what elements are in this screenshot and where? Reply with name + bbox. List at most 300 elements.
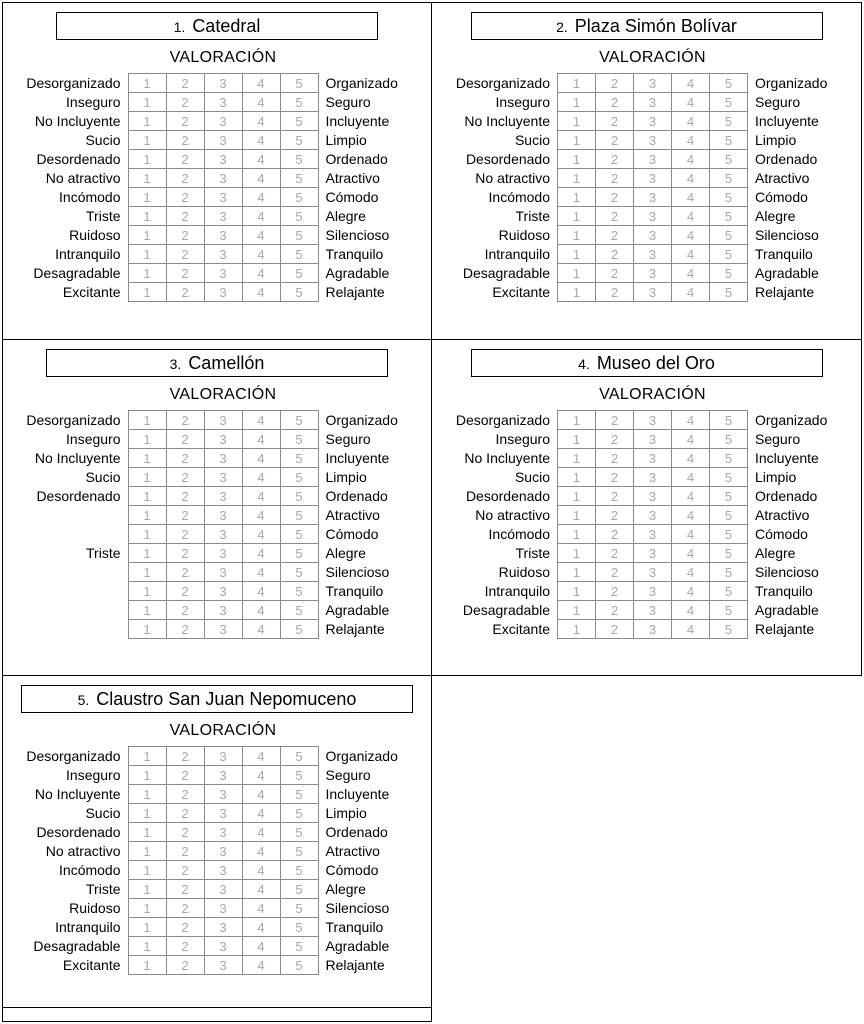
rating-cell-2[interactable]: 2	[596, 620, 634, 639]
rating-cell-1[interactable]: 1	[128, 468, 166, 487]
rating-cell-2[interactable]: 2	[166, 93, 204, 112]
rating-cell-3[interactable]: 3	[634, 430, 672, 449]
rating-cell-5[interactable]: 5	[710, 487, 748, 506]
rating-cell-3[interactable]: 3	[204, 804, 242, 823]
rating-cell-3[interactable]: 3	[634, 150, 672, 169]
rating-cell-1[interactable]: 1	[558, 169, 596, 188]
rating-cell-1[interactable]: 1	[558, 582, 596, 601]
rating-cell-4[interactable]: 4	[242, 207, 280, 226]
rating-cell-4[interactable]: 4	[672, 112, 710, 131]
rating-cell-1[interactable]: 1	[128, 747, 166, 766]
rating-cell-3[interactable]: 3	[204, 112, 242, 131]
rating-cell-2[interactable]: 2	[596, 283, 634, 302]
rating-cell-5[interactable]: 5	[710, 449, 748, 468]
rating-cell-3[interactable]: 3	[634, 207, 672, 226]
rating-cell-4[interactable]: 4	[242, 188, 280, 207]
rating-cell-1[interactable]: 1	[558, 207, 596, 226]
rating-cell-1[interactable]: 1	[128, 283, 166, 302]
rating-cell-5[interactable]: 5	[280, 74, 318, 93]
rating-cell-4[interactable]: 4	[242, 150, 280, 169]
rating-cell-1[interactable]: 1	[128, 956, 166, 975]
rating-cell-1[interactable]: 1	[128, 188, 166, 207]
rating-cell-5[interactable]: 5	[280, 131, 318, 150]
rating-cell-5[interactable]: 5	[710, 245, 748, 264]
rating-cell-5[interactable]: 5	[710, 525, 748, 544]
rating-cell-2[interactable]: 2	[166, 150, 204, 169]
rating-cell-1[interactable]: 1	[558, 411, 596, 430]
rating-cell-5[interactable]: 5	[280, 747, 318, 766]
rating-cell-5[interactable]: 5	[280, 582, 318, 601]
rating-cell-4[interactable]: 4	[672, 430, 710, 449]
rating-cell-5[interactable]: 5	[710, 150, 748, 169]
rating-cell-5[interactable]: 5	[280, 264, 318, 283]
rating-cell-4[interactable]: 4	[242, 449, 280, 468]
rating-cell-3[interactable]: 3	[204, 861, 242, 880]
rating-cell-4[interactable]: 4	[242, 430, 280, 449]
rating-cell-2[interactable]: 2	[596, 411, 634, 430]
rating-cell-4[interactable]: 4	[242, 582, 280, 601]
rating-cell-3[interactable]: 3	[204, 918, 242, 937]
rating-cell-2[interactable]: 2	[166, 264, 204, 283]
rating-cell-4[interactable]: 4	[242, 785, 280, 804]
rating-cell-3[interactable]: 3	[634, 245, 672, 264]
rating-cell-2[interactable]: 2	[596, 601, 634, 620]
rating-cell-4[interactable]: 4	[672, 207, 710, 226]
rating-cell-1[interactable]: 1	[558, 506, 596, 525]
rating-cell-1[interactable]: 1	[558, 620, 596, 639]
rating-cell-3[interactable]: 3	[634, 449, 672, 468]
rating-cell-3[interactable]: 3	[204, 899, 242, 918]
rating-cell-5[interactable]: 5	[710, 112, 748, 131]
rating-cell-1[interactable]: 1	[558, 283, 596, 302]
rating-cell-3[interactable]: 3	[204, 620, 242, 639]
rating-cell-4[interactable]: 4	[672, 563, 710, 582]
rating-cell-3[interactable]: 3	[204, 842, 242, 861]
rating-cell-1[interactable]: 1	[128, 563, 166, 582]
rating-cell-1[interactable]: 1	[128, 937, 166, 956]
rating-cell-1[interactable]: 1	[128, 112, 166, 131]
rating-cell-5[interactable]: 5	[280, 487, 318, 506]
rating-cell-5[interactable]: 5	[710, 430, 748, 449]
rating-cell-2[interactable]: 2	[166, 169, 204, 188]
rating-cell-3[interactable]: 3	[204, 506, 242, 525]
rating-cell-2[interactable]: 2	[166, 785, 204, 804]
rating-cell-5[interactable]: 5	[710, 264, 748, 283]
rating-cell-4[interactable]: 4	[242, 264, 280, 283]
rating-cell-1[interactable]: 1	[128, 449, 166, 468]
rating-cell-2[interactable]: 2	[166, 430, 204, 449]
rating-cell-3[interactable]: 3	[204, 131, 242, 150]
rating-cell-5[interactable]: 5	[280, 918, 318, 937]
rating-cell-4[interactable]: 4	[242, 131, 280, 150]
rating-cell-3[interactable]: 3	[634, 601, 672, 620]
rating-cell-2[interactable]: 2	[166, 131, 204, 150]
rating-cell-5[interactable]: 5	[710, 582, 748, 601]
rating-cell-4[interactable]: 4	[242, 747, 280, 766]
rating-cell-4[interactable]: 4	[672, 468, 710, 487]
rating-cell-5[interactable]: 5	[710, 207, 748, 226]
rating-cell-5[interactable]: 5	[280, 525, 318, 544]
rating-cell-5[interactable]: 5	[280, 169, 318, 188]
rating-cell-5[interactable]: 5	[280, 449, 318, 468]
rating-cell-1[interactable]: 1	[128, 601, 166, 620]
rating-cell-1[interactable]: 1	[128, 245, 166, 264]
rating-cell-4[interactable]: 4	[242, 766, 280, 785]
rating-cell-4[interactable]: 4	[672, 487, 710, 506]
rating-cell-4[interactable]: 4	[242, 899, 280, 918]
rating-cell-3[interactable]: 3	[204, 207, 242, 226]
rating-cell-4[interactable]: 4	[242, 525, 280, 544]
rating-cell-5[interactable]: 5	[280, 283, 318, 302]
rating-cell-1[interactable]: 1	[128, 487, 166, 506]
rating-cell-4[interactable]: 4	[672, 601, 710, 620]
rating-cell-5[interactable]: 5	[710, 468, 748, 487]
rating-cell-5[interactable]: 5	[280, 430, 318, 449]
rating-cell-4[interactable]: 4	[242, 245, 280, 264]
rating-cell-4[interactable]: 4	[242, 620, 280, 639]
rating-cell-2[interactable]: 2	[166, 842, 204, 861]
rating-cell-1[interactable]: 1	[128, 430, 166, 449]
rating-cell-3[interactable]: 3	[634, 131, 672, 150]
rating-cell-2[interactable]: 2	[166, 487, 204, 506]
rating-cell-1[interactable]: 1	[128, 785, 166, 804]
rating-cell-5[interactable]: 5	[710, 563, 748, 582]
rating-cell-3[interactable]: 3	[204, 937, 242, 956]
rating-cell-2[interactable]: 2	[166, 188, 204, 207]
rating-cell-3[interactable]: 3	[634, 283, 672, 302]
rating-cell-2[interactable]: 2	[596, 150, 634, 169]
rating-cell-3[interactable]: 3	[634, 506, 672, 525]
rating-cell-2[interactable]: 2	[166, 245, 204, 264]
rating-cell-2[interactable]: 2	[166, 544, 204, 563]
rating-cell-3[interactable]: 3	[204, 766, 242, 785]
rating-cell-4[interactable]: 4	[672, 226, 710, 245]
rating-cell-4[interactable]: 4	[242, 918, 280, 937]
rating-cell-1[interactable]: 1	[128, 93, 166, 112]
rating-cell-4[interactable]: 4	[242, 601, 280, 620]
rating-cell-4[interactable]: 4	[242, 956, 280, 975]
rating-cell-1[interactable]: 1	[558, 188, 596, 207]
rating-cell-2[interactable]: 2	[166, 937, 204, 956]
rating-cell-2[interactable]: 2	[596, 468, 634, 487]
rating-cell-1[interactable]: 1	[558, 150, 596, 169]
rating-cell-5[interactable]: 5	[710, 131, 748, 150]
rating-cell-2[interactable]: 2	[596, 264, 634, 283]
rating-cell-1[interactable]: 1	[558, 112, 596, 131]
rating-cell-2[interactable]: 2	[166, 823, 204, 842]
rating-cell-4[interactable]: 4	[672, 525, 710, 544]
rating-cell-3[interactable]: 3	[204, 525, 242, 544]
rating-cell-2[interactable]: 2	[166, 226, 204, 245]
rating-cell-1[interactable]: 1	[128, 823, 166, 842]
rating-cell-4[interactable]: 4	[672, 245, 710, 264]
rating-cell-5[interactable]: 5	[280, 563, 318, 582]
rating-cell-5[interactable]: 5	[710, 93, 748, 112]
rating-cell-3[interactable]: 3	[634, 74, 672, 93]
rating-cell-1[interactable]: 1	[128, 842, 166, 861]
rating-cell-3[interactable]: 3	[634, 264, 672, 283]
rating-cell-2[interactable]: 2	[166, 747, 204, 766]
rating-cell-5[interactable]: 5	[280, 823, 318, 842]
rating-cell-2[interactable]: 2	[596, 131, 634, 150]
rating-cell-3[interactable]: 3	[634, 468, 672, 487]
rating-cell-4[interactable]: 4	[242, 468, 280, 487]
rating-cell-5[interactable]: 5	[710, 506, 748, 525]
rating-cell-3[interactable]: 3	[634, 93, 672, 112]
rating-cell-3[interactable]: 3	[634, 188, 672, 207]
rating-cell-3[interactable]: 3	[204, 411, 242, 430]
rating-cell-2[interactable]: 2	[166, 918, 204, 937]
rating-cell-5[interactable]: 5	[280, 506, 318, 525]
rating-cell-3[interactable]: 3	[204, 823, 242, 842]
rating-cell-1[interactable]: 1	[128, 169, 166, 188]
rating-cell-1[interactable]: 1	[558, 93, 596, 112]
rating-cell-5[interactable]: 5	[280, 207, 318, 226]
rating-cell-5[interactable]: 5	[280, 226, 318, 245]
rating-cell-4[interactable]: 4	[242, 283, 280, 302]
rating-cell-1[interactable]: 1	[128, 766, 166, 785]
rating-cell-1[interactable]: 1	[558, 264, 596, 283]
rating-cell-3[interactable]: 3	[634, 620, 672, 639]
rating-cell-2[interactable]: 2	[166, 861, 204, 880]
rating-cell-4[interactable]: 4	[242, 112, 280, 131]
rating-cell-2[interactable]: 2	[166, 880, 204, 899]
rating-cell-4[interactable]: 4	[672, 582, 710, 601]
rating-cell-1[interactable]: 1	[558, 525, 596, 544]
rating-cell-2[interactable]: 2	[166, 207, 204, 226]
rating-cell-3[interactable]: 3	[204, 150, 242, 169]
rating-cell-3[interactable]: 3	[634, 487, 672, 506]
rating-cell-1[interactable]: 1	[558, 449, 596, 468]
rating-cell-1[interactable]: 1	[128, 582, 166, 601]
rating-cell-4[interactable]: 4	[672, 169, 710, 188]
rating-cell-5[interactable]: 5	[280, 620, 318, 639]
rating-cell-1[interactable]: 1	[128, 411, 166, 430]
rating-cell-4[interactable]: 4	[672, 131, 710, 150]
rating-cell-2[interactable]: 2	[166, 563, 204, 582]
rating-cell-1[interactable]: 1	[128, 804, 166, 823]
rating-cell-3[interactable]: 3	[204, 601, 242, 620]
rating-cell-3[interactable]: 3	[204, 93, 242, 112]
rating-cell-2[interactable]: 2	[596, 544, 634, 563]
rating-cell-3[interactable]: 3	[204, 544, 242, 563]
rating-cell-3[interactable]: 3	[204, 468, 242, 487]
rating-cell-5[interactable]: 5	[710, 411, 748, 430]
rating-cell-1[interactable]: 1	[128, 918, 166, 937]
rating-cell-5[interactable]: 5	[710, 620, 748, 639]
rating-cell-5[interactable]: 5	[710, 601, 748, 620]
rating-cell-4[interactable]: 4	[672, 620, 710, 639]
rating-cell-5[interactable]: 5	[280, 544, 318, 563]
rating-cell-1[interactable]: 1	[128, 264, 166, 283]
rating-cell-1[interactable]: 1	[558, 487, 596, 506]
rating-cell-2[interactable]: 2	[166, 506, 204, 525]
rating-cell-1[interactable]: 1	[128, 226, 166, 245]
rating-cell-4[interactable]: 4	[242, 842, 280, 861]
rating-cell-2[interactable]: 2	[166, 804, 204, 823]
rating-cell-1[interactable]: 1	[558, 226, 596, 245]
rating-cell-4[interactable]: 4	[672, 74, 710, 93]
rating-cell-5[interactable]: 5	[280, 112, 318, 131]
rating-cell-4[interactable]: 4	[672, 411, 710, 430]
rating-cell-5[interactable]: 5	[280, 785, 318, 804]
rating-cell-5[interactable]: 5	[280, 842, 318, 861]
rating-cell-3[interactable]: 3	[634, 525, 672, 544]
rating-cell-4[interactable]: 4	[242, 506, 280, 525]
rating-cell-3[interactable]: 3	[204, 226, 242, 245]
rating-cell-5[interactable]: 5	[710, 544, 748, 563]
rating-cell-1[interactable]: 1	[128, 544, 166, 563]
rating-cell-1[interactable]: 1	[558, 468, 596, 487]
rating-cell-2[interactable]: 2	[596, 563, 634, 582]
rating-cell-4[interactable]: 4	[672, 188, 710, 207]
rating-cell-3[interactable]: 3	[204, 487, 242, 506]
rating-cell-4[interactable]: 4	[242, 937, 280, 956]
rating-cell-1[interactable]: 1	[128, 861, 166, 880]
rating-cell-1[interactable]: 1	[128, 131, 166, 150]
rating-cell-1[interactable]: 1	[558, 544, 596, 563]
rating-cell-5[interactable]: 5	[710, 188, 748, 207]
rating-cell-5[interactable]: 5	[280, 937, 318, 956]
rating-cell-1[interactable]: 1	[558, 245, 596, 264]
rating-cell-2[interactable]: 2	[166, 601, 204, 620]
rating-cell-5[interactable]: 5	[710, 169, 748, 188]
rating-cell-5[interactable]: 5	[280, 766, 318, 785]
rating-cell-2[interactable]: 2	[166, 620, 204, 639]
rating-cell-5[interactable]: 5	[280, 880, 318, 899]
rating-cell-2[interactable]: 2	[596, 169, 634, 188]
rating-cell-5[interactable]: 5	[280, 468, 318, 487]
rating-cell-4[interactable]: 4	[672, 283, 710, 302]
rating-cell-2[interactable]: 2	[596, 506, 634, 525]
rating-cell-3[interactable]: 3	[204, 245, 242, 264]
rating-cell-4[interactable]: 4	[672, 506, 710, 525]
rating-cell-4[interactable]: 4	[672, 449, 710, 468]
rating-cell-3[interactable]: 3	[634, 169, 672, 188]
rating-cell-2[interactable]: 2	[596, 207, 634, 226]
rating-cell-5[interactable]: 5	[280, 245, 318, 264]
rating-cell-3[interactable]: 3	[634, 411, 672, 430]
rating-cell-3[interactable]: 3	[204, 74, 242, 93]
rating-cell-1[interactable]: 1	[128, 506, 166, 525]
rating-cell-3[interactable]: 3	[634, 582, 672, 601]
rating-cell-4[interactable]: 4	[242, 880, 280, 899]
rating-cell-3[interactable]: 3	[204, 880, 242, 899]
rating-cell-2[interactable]: 2	[596, 93, 634, 112]
rating-cell-4[interactable]: 4	[672, 150, 710, 169]
rating-cell-3[interactable]: 3	[204, 563, 242, 582]
rating-cell-1[interactable]: 1	[558, 430, 596, 449]
rating-cell-2[interactable]: 2	[166, 956, 204, 975]
rating-cell-4[interactable]: 4	[242, 411, 280, 430]
rating-cell-2[interactable]: 2	[166, 582, 204, 601]
rating-cell-2[interactable]: 2	[166, 449, 204, 468]
rating-cell-5[interactable]: 5	[280, 899, 318, 918]
rating-cell-1[interactable]: 1	[128, 74, 166, 93]
rating-cell-1[interactable]: 1	[558, 601, 596, 620]
rating-cell-5[interactable]: 5	[280, 861, 318, 880]
rating-cell-5[interactable]: 5	[280, 188, 318, 207]
rating-cell-2[interactable]: 2	[596, 112, 634, 131]
rating-cell-2[interactable]: 2	[596, 449, 634, 468]
rating-cell-5[interactable]: 5	[280, 93, 318, 112]
rating-cell-4[interactable]: 4	[242, 487, 280, 506]
rating-cell-4[interactable]: 4	[672, 264, 710, 283]
rating-cell-2[interactable]: 2	[166, 899, 204, 918]
rating-cell-2[interactable]: 2	[166, 74, 204, 93]
rating-cell-2[interactable]: 2	[596, 430, 634, 449]
rating-cell-2[interactable]: 2	[596, 487, 634, 506]
rating-cell-5[interactable]: 5	[710, 74, 748, 93]
rating-cell-3[interactable]: 3	[204, 449, 242, 468]
rating-cell-3[interactable]: 3	[204, 956, 242, 975]
rating-cell-4[interactable]: 4	[242, 804, 280, 823]
rating-cell-2[interactable]: 2	[166, 411, 204, 430]
rating-cell-4[interactable]: 4	[242, 861, 280, 880]
rating-cell-5[interactable]: 5	[280, 804, 318, 823]
rating-cell-1[interactable]: 1	[128, 880, 166, 899]
rating-cell-1[interactable]: 1	[128, 207, 166, 226]
rating-cell-2[interactable]: 2	[596, 525, 634, 544]
rating-cell-1[interactable]: 1	[558, 131, 596, 150]
rating-cell-4[interactable]: 4	[242, 93, 280, 112]
rating-cell-2[interactable]: 2	[166, 112, 204, 131]
rating-cell-3[interactable]: 3	[204, 188, 242, 207]
rating-cell-1[interactable]: 1	[128, 620, 166, 639]
rating-cell-1[interactable]: 1	[558, 74, 596, 93]
rating-cell-1[interactable]: 1	[128, 899, 166, 918]
rating-cell-2[interactable]: 2	[166, 525, 204, 544]
rating-cell-4[interactable]: 4	[242, 74, 280, 93]
rating-cell-3[interactable]: 3	[204, 582, 242, 601]
rating-cell-4[interactable]: 4	[242, 226, 280, 245]
rating-cell-5[interactable]: 5	[280, 150, 318, 169]
rating-cell-4[interactable]: 4	[242, 544, 280, 563]
rating-cell-3[interactable]: 3	[204, 264, 242, 283]
rating-cell-3[interactable]: 3	[634, 112, 672, 131]
rating-cell-3[interactable]: 3	[204, 785, 242, 804]
rating-cell-4[interactable]: 4	[672, 544, 710, 563]
rating-cell-3[interactable]: 3	[634, 563, 672, 582]
rating-cell-2[interactable]: 2	[166, 283, 204, 302]
rating-cell-2[interactable]: 2	[596, 582, 634, 601]
rating-cell-3[interactable]: 3	[204, 747, 242, 766]
rating-cell-3[interactable]: 3	[634, 226, 672, 245]
rating-cell-2[interactable]: 2	[596, 74, 634, 93]
rating-cell-4[interactable]: 4	[242, 563, 280, 582]
rating-cell-3[interactable]: 3	[204, 430, 242, 449]
rating-cell-2[interactable]: 2	[596, 188, 634, 207]
rating-cell-5[interactable]: 5	[710, 226, 748, 245]
rating-cell-2[interactable]: 2	[596, 245, 634, 264]
rating-cell-3[interactable]: 3	[634, 544, 672, 563]
rating-cell-5[interactable]: 5	[280, 411, 318, 430]
rating-cell-5[interactable]: 5	[280, 956, 318, 975]
rating-cell-5[interactable]: 5	[710, 283, 748, 302]
rating-cell-5[interactable]: 5	[280, 601, 318, 620]
rating-cell-3[interactable]: 3	[204, 283, 242, 302]
rating-cell-4[interactable]: 4	[242, 823, 280, 842]
rating-cell-2[interactable]: 2	[166, 766, 204, 785]
rating-cell-2[interactable]: 2	[166, 468, 204, 487]
rating-cell-2[interactable]: 2	[596, 226, 634, 245]
rating-cell-4[interactable]: 4	[242, 169, 280, 188]
rating-cell-4[interactable]: 4	[672, 93, 710, 112]
rating-cell-1[interactable]: 1	[128, 525, 166, 544]
rating-cell-1[interactable]: 1	[128, 150, 166, 169]
rating-cell-3[interactable]: 3	[204, 169, 242, 188]
rating-cell-1[interactable]: 1	[558, 563, 596, 582]
